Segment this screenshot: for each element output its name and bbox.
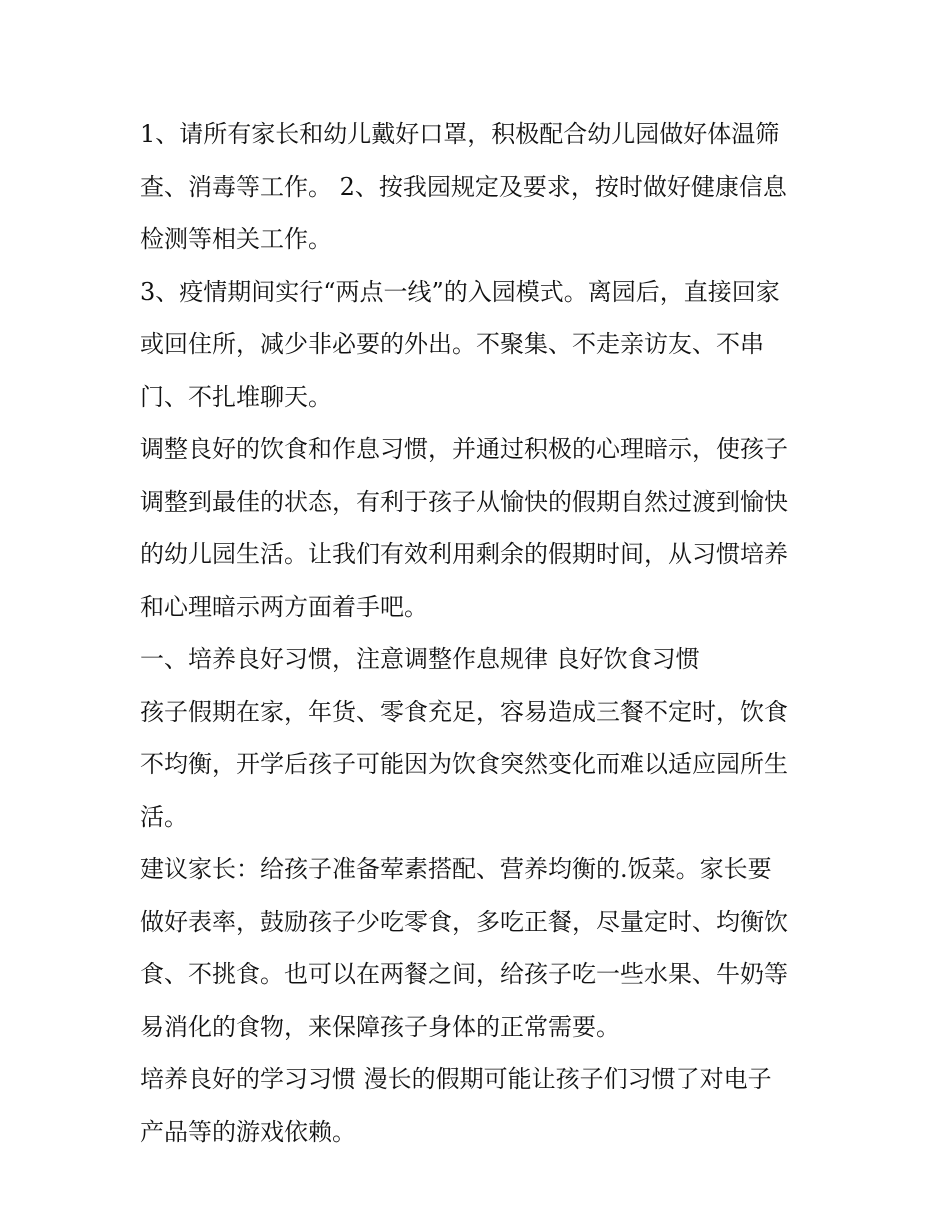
text-line: 查、消毒等工作。 2、按我园规定及要求，按时做好健康信息 — [140, 172, 787, 201]
text-line: 产品等的游戏依赖。 — [140, 1117, 356, 1146]
text-line: 建议家长：给孩子准备荤素搭配、营养均衡的.饭菜。家长要 — [140, 855, 772, 883]
text-line: 门、不扎堆聊天。 — [140, 382, 332, 411]
section-heading: 一、培养良好习惯，注意调整作息规律 良好饮食习惯 — [140, 645, 700, 673]
text-line: 调整良好的饮食和作息习惯，并通过积极的心理暗示，使孩子 — [140, 435, 788, 463]
text-line: 活。 — [140, 802, 188, 831]
text-line: 孩子假期在家，年货、零食充足，容易造成三餐不定时，饮食 — [140, 697, 788, 726]
text-line: 不均衡，开学后孩子可能因为饮食突然变化而难以适应园所生 — [140, 750, 788, 778]
text-line: 的幼儿园生活。让我们有效利用剩余的假期时间，从习惯培养 — [140, 540, 788, 568]
text-line: 培养良好的学习习惯 漫长的假期可能让孩子们习惯了对电子 — [140, 1065, 772, 1093]
text-line: 1、请所有家长和幼儿戴好口罩，积极配合幼儿园做好体温筛 — [140, 120, 780, 148]
text-line: 或回住所，减少非必要的外出。不聚集、不走亲访友、不串 — [140, 330, 764, 358]
text-line: 和心理暗示两方面着手吧。 — [140, 592, 428, 621]
text-line: 3、疫情期间实行“两点一线”的入园模式。离园后，直接回家 — [140, 277, 780, 306]
text-line: 做好表率，鼓励孩子少吃零食，多吃正餐，尽量定时、均衡饮 — [140, 907, 788, 936]
text-line: 调整到最佳的状态，有利于孩子从愉快的假期自然过渡到愉快 — [140, 487, 788, 516]
text-line: 检测等相关工作。 — [140, 225, 332, 253]
text-line: 易消化的食物，来保障孩子身体的正常需要。 — [140, 1012, 620, 1041]
text-line: 食、不挑食。也可以在两餐之间，给孩子吃一些水果、牛奶等 — [140, 960, 788, 988]
document-page — [140, 108, 830, 1158]
